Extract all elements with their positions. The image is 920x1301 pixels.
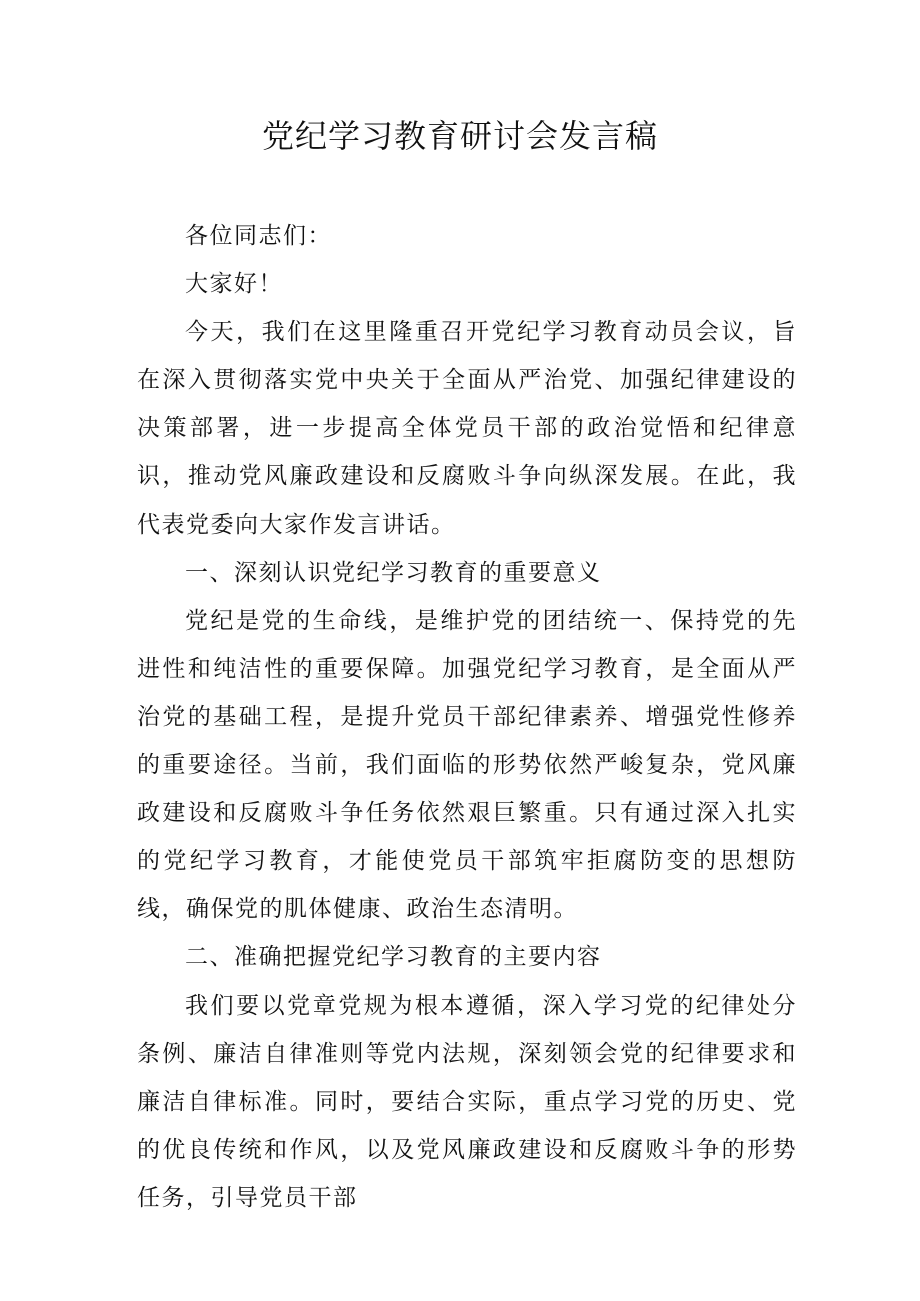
greeting: 大家好！ <box>185 271 283 298</box>
section-1-paragraph: 党纪是党的生命线，是维护党的团结统一、保持党的先进性和纯洁性的重要保障。加强党纪学习教育，是全面从严治党的基础工程，是提升党员干部纪律素养、增强党性修养的重要途径。当前，我们面临的形势依然严峻复杂，党风廉政建设和反腐败斗争任务依然艰巨繁重。只有通过深入扎实的党纪学习教育，才能使党员干部筑牢拒腐防变的思想防线，确保党的肌体健康、政治生态清明。 <box>137 607 797 923</box>
salutation: 各位同志们： <box>185 223 332 249</box>
section-2-paragraph: 我们要以党章党规为根本遵循，深入学习党的纪律处分条例、廉洁自律准则等党内法规，深刻领会党的纪律要求和廉洁自律标准。同时，要结合实际，重点学习党的历史、党的优良传统和作风，以及党风廉政建设和反腐败斗争的形势任务，引导党员干部 <box>137 992 797 1211</box>
section-heading-1: 一、深刻认识党纪学习教育的重要意义 <box>185 559 602 586</box>
document-title: 党纪学习教育研讨会发言稿 <box>261 117 658 155</box>
section-heading-2: 二、准确把握党纪学习教育的主要内容 <box>185 944 602 971</box>
document-body <box>137 212 797 1222</box>
opening-paragraph: 今天，我们在这里隆重召开党纪学习教育动员会议，旨在深入贯彻落实党中央关于全面从严治党、加强纪律建设的决策部署，进一步提高全体党员干部的政治觉悟和纪律意识，推动党风廉政建设和反腐败斗争向纵深发展。在此，我代表党委向大家作发言讲话。 <box>137 319 797 538</box>
